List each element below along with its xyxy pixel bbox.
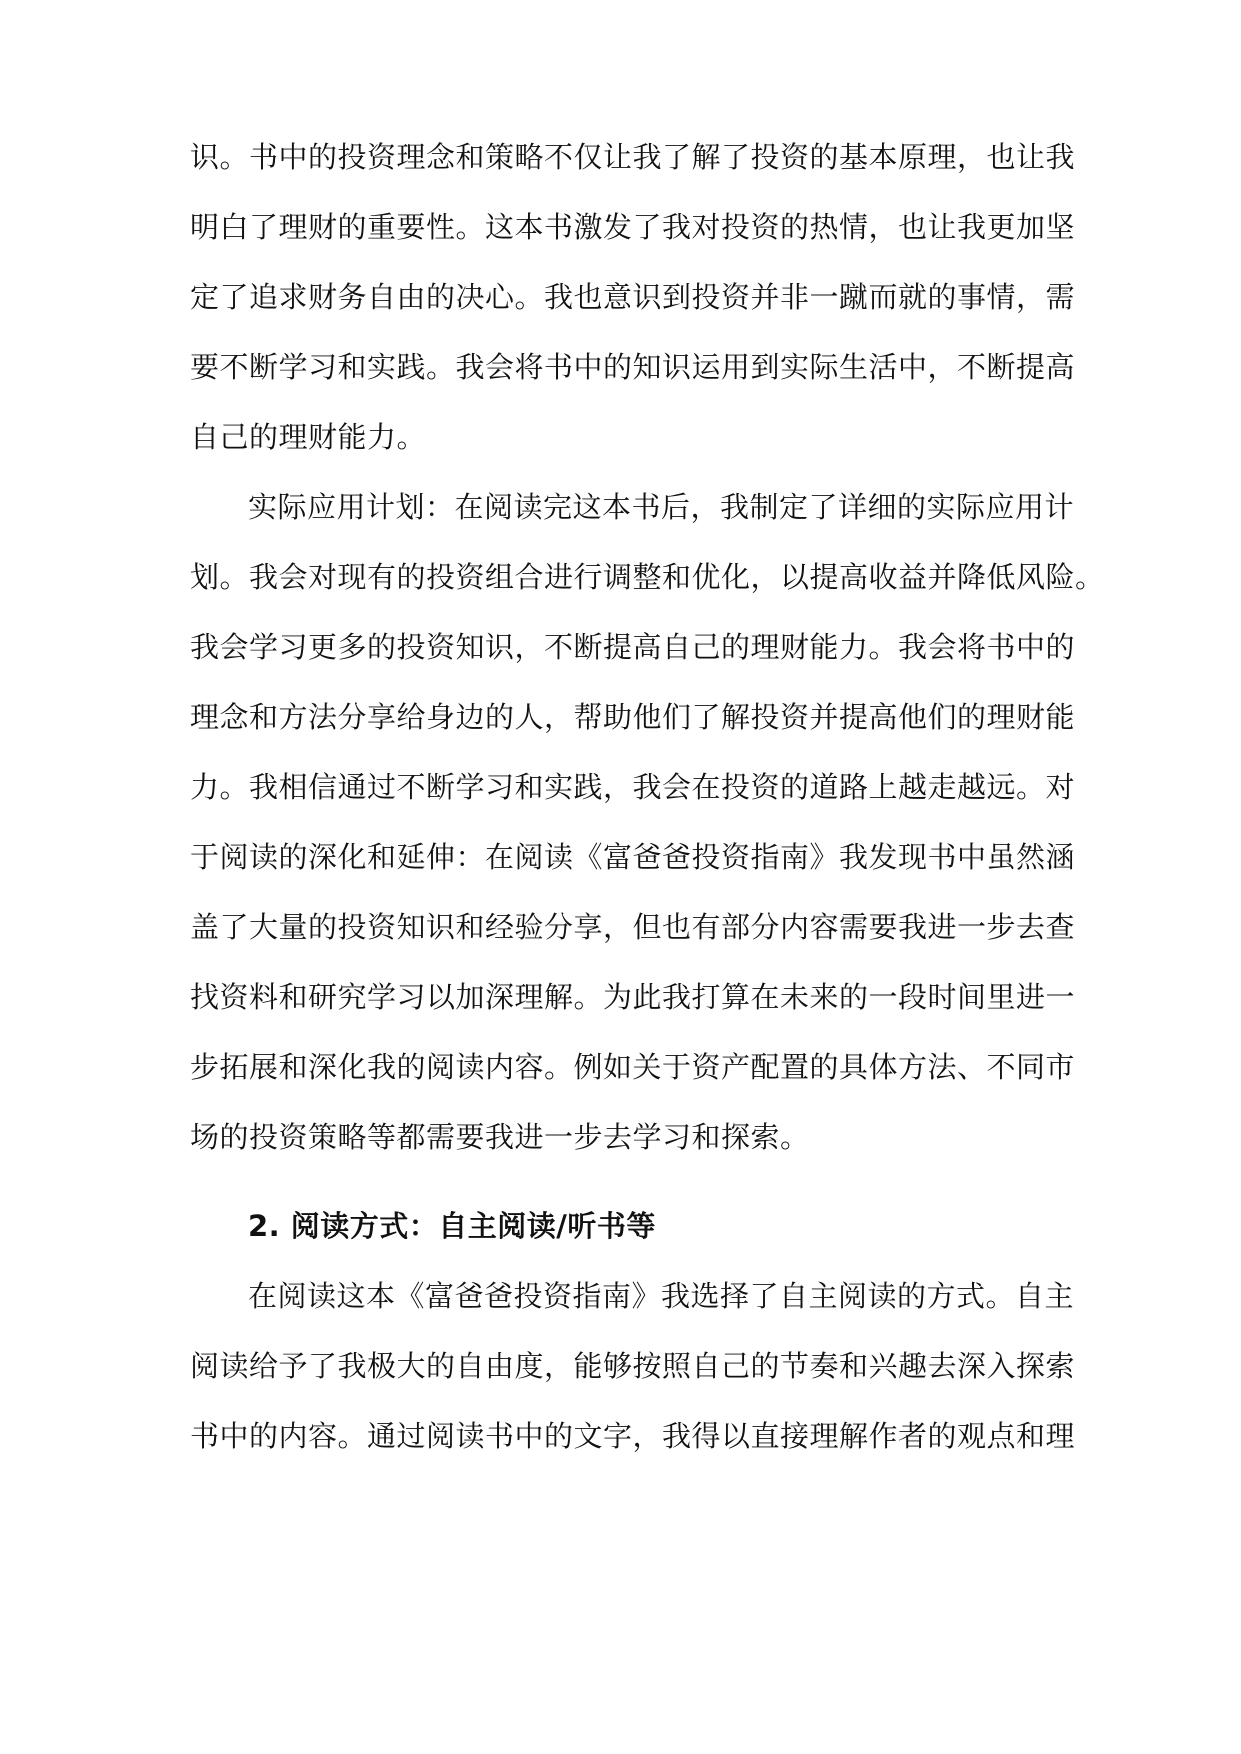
paragraph-1-line-1: 识。书中的投资理念和策略不仅让我了解了投资的基本原理，也让我 <box>190 140 1076 174</box>
paragraph-2-line-10: 场的投资策略等都需要我进一步去学习和探索。 <box>190 1120 810 1154</box>
paragraph-2-line-2: 划。我会对现有的投资组合进行调整和优化，以提高收益并降低风险。 <box>190 560 1105 594</box>
paragraph-2-line-4: 理念和方法分享给身边的人，帮助他们了解投资并提高他们的理财能 <box>190 700 1076 734</box>
paragraph-2-line-6: 于阅读的深化和延伸：在阅读《富爸爸投资指南》我发现书中虽然涵 <box>190 840 1076 874</box>
paragraph-2-line-3: 我会学习更多的投资知识，不断提高自己的理财能力。我会将书中的 <box>190 630 1076 664</box>
paragraph-2-line-8: 找资料和研究学习以加深理解。为此我打算在未来的一段时间里进一 <box>190 980 1076 1014</box>
paragraph-1-line-4: 要不断学习和实践。我会将书中的知识运用到实际生活中，不断提高 <box>190 350 1076 384</box>
paragraph-2-line-1: 实际应用计划：在阅读完这本书后，我制定了详细的实际应用计 <box>248 490 1075 524</box>
paragraph-1-line-2: 明白了理财的重要性。这本书激发了我对投资的热情，也让我更加坚 <box>190 210 1076 244</box>
paragraph-2-line-5: 力。我相信通过不断学习和实践，我会在投资的道路上越走越远。对 <box>190 770 1076 804</box>
paragraph-2-line-9: 步拓展和深化我的阅读内容。例如关于资产配置的具体方法、不同市 <box>190 1050 1076 1084</box>
paragraph-2-line-7: 盖了大量的投资知识和经验分享，但也有部分内容需要我进一步去查 <box>190 910 1076 944</box>
paragraph-3-line-3: 书中的内容。通过阅读书中的文字，我得以直接理解作者的观点和理 <box>190 1419 1076 1453</box>
paragraph-1-line-3: 定了追求财务自由的决心。我也意识到投资并非一蹴而就的事情，需 <box>190 280 1076 314</box>
paragraph-1-line-5: 自己的理财能力。 <box>190 420 427 454</box>
paragraph-3-line-2: 阅读给予了我极大的自由度，能够按照自己的节奏和兴趣去深入探索 <box>190 1349 1076 1383</box>
paragraph-3-line-1: 在阅读这本《富爸爸投资指南》我选择了自主阅读的方式。自主 <box>248 1279 1075 1313</box>
section-heading: 2. 阅读方式：自主阅读/听书等 <box>248 1209 656 1243</box>
